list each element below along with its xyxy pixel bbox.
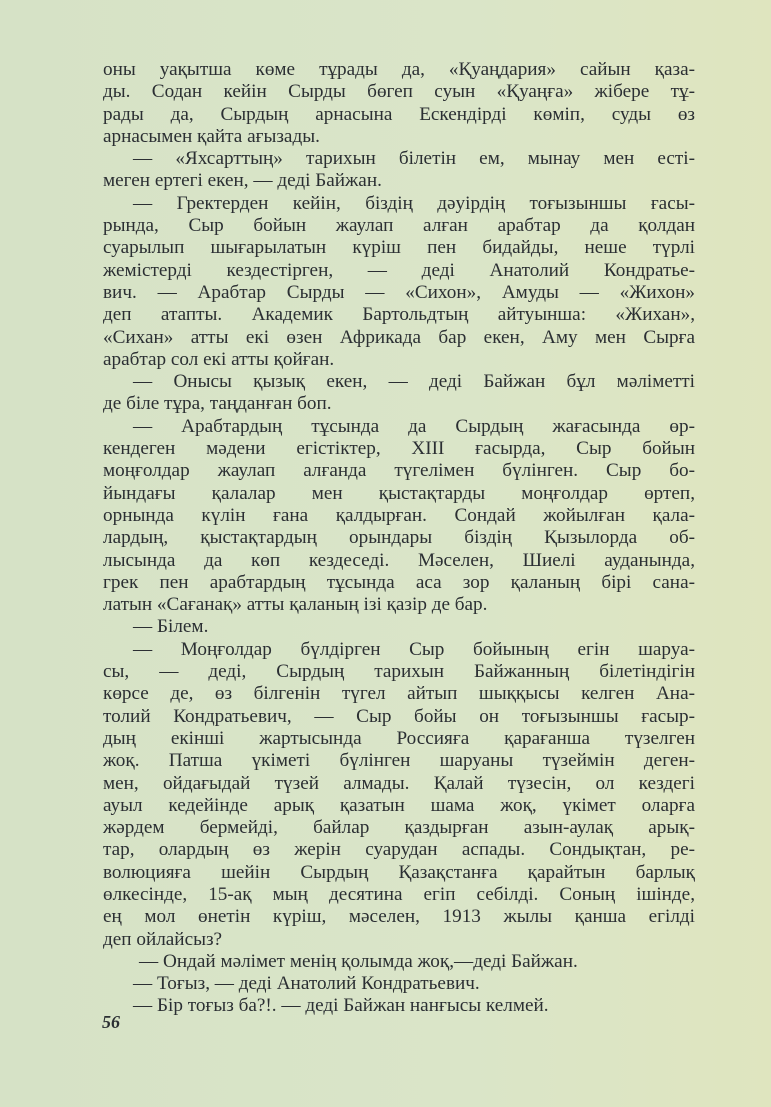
text-line: — Онысы қызық екен, — деді Байжан бұл мәліметті <box>133 371 695 393</box>
text-line: арабтар сол екі атты қойған. <box>103 348 335 370</box>
text-line: рады да, Сырдың арнасына Ескендірді көміп, суды өз <box>103 103 695 125</box>
text-line: жәрдем бермейді, байлар қаздырған азын-аулақ арық- <box>103 817 695 839</box>
text-line: моңғолдар жаулап алғанда түгелімен бүлінген. Сыр бо- <box>103 460 695 482</box>
text-line: — Арабтардың тұсында да Сырдың жағасында өр- <box>133 415 695 437</box>
text-line: көрсе де, өз білгенін түгел айтып шыққысы келген Ана- <box>103 683 695 705</box>
text-line: — Моңғолдар бүлдірген Сыр бойының егін шаруа- <box>133 638 695 660</box>
text-line: вич. — Арабтар Сырды — «Сихон», Амуды — «Жихон» <box>103 281 695 303</box>
text-line: лысында да көп кездеседі. Мәселен, Шиелі ауданында, <box>103 549 695 571</box>
page-number: 56 <box>102 1012 120 1032</box>
text-line: лардың, қыстақтардың орындары біздің Қызылорда об- <box>103 527 695 549</box>
text-line: дың екінші жартысында Россияға қарағанша түзелген <box>103 727 695 749</box>
text-line: мен, ойдағыдай түзей алмады. Қалай түзесін, ол кездегі <box>103 772 695 794</box>
text-line: — «Яхсарттың» тарихын білетін ем, мынау мен есті- <box>133 148 695 170</box>
text-line: кендеген мәдени егістіктер, XIII ғасырда, Сыр бойын <box>103 438 695 460</box>
text-line: сы, — деді, Сырдың тарихын Байжанның білетіндігін <box>103 661 695 683</box>
text-line: де біле тұра, таңданған боп. <box>103 393 332 415</box>
text-line: оны уақытша көме тұрады да, «Қуаңдария» сайын қаза- <box>103 59 695 80</box>
text-line: рында, Сыр бойын жаулап алған арабтар да қолдан <box>103 215 695 237</box>
text-line: жемістерді кездестірген, — деді Анатолий Кондратье- <box>103 259 695 281</box>
text-line: — Тоғыз, — деді Анатолий Кондратьевич. <box>133 973 480 995</box>
book-page-text <box>103 59 695 1018</box>
text-line: — Бір тоғыз ба?!. — деді Байжан нанғысы келмей. <box>133 995 549 1017</box>
text-line: суарылып шығарылатын күріш пен бидайды, неше түрлі <box>103 237 695 259</box>
text-line: ауыл кедейінде арық қазатын шама жоқ, үкімет оларға <box>103 794 695 816</box>
text-line: тар, олардың өз жерін суарудан аспады. Сондықтан, ре- <box>103 839 695 861</box>
text-line: волюцияға шейін Сырдың Қазақстанға қарайтын барлық <box>103 861 695 883</box>
text-line: өлкесінде, 15-ақ мың десятина егіп себілді. Соның ішінде, <box>103 883 695 905</box>
text-line: латын «Сағанақ» атты қаланың ізі қазір де бар. <box>103 594 488 616</box>
text-line: «Сихан» атты екі өзен Африкада бар екен, Аму мен Сырға <box>103 326 695 348</box>
text-line: ең мол өнетін күріш, мәселен, 1913 жылы қанша егілді <box>103 906 695 928</box>
text-line: йындағы қалалар мен қыстақтарды моңғолдар өртеп, <box>103 482 695 504</box>
text-line: жоқ. Патша үкіметі бүлінген шаруаны түзеймін деген- <box>103 750 695 772</box>
text-line: меген ертегі екен, — деді Байжан. <box>103 170 382 192</box>
text-line: ды. Содан кейін Сырды бөгеп суын «Қуаңға» жібере тұ- <box>103 81 695 103</box>
text-line: грек пен арабтардың тұсында аса зор қаланың бірі сана- <box>103 571 695 593</box>
text-line: — Ондай мәлімет менің қолымда жоқ,—деді Байжан. <box>139 950 578 972</box>
text-line: — Білем. <box>133 616 209 638</box>
text-line: деп ойлайсыз? <box>103 928 223 950</box>
text-line: деп атапты. Академик Бартольдтың айтуынша: «Жихан», <box>103 304 695 326</box>
text-line: арнасымен қайта ағызады. <box>103 125 320 147</box>
text-line: толий Кондратьевич, — Сыр бойы он тоғызыншы ғасыр- <box>103 705 695 727</box>
text-line: орнында күлін ғана қалдырған. Сондай жойылған қала- <box>103 504 695 526</box>
text-line: — Гректерден кейін, біздің дәуірдің тоғызыншы ғасы- <box>133 192 695 214</box>
